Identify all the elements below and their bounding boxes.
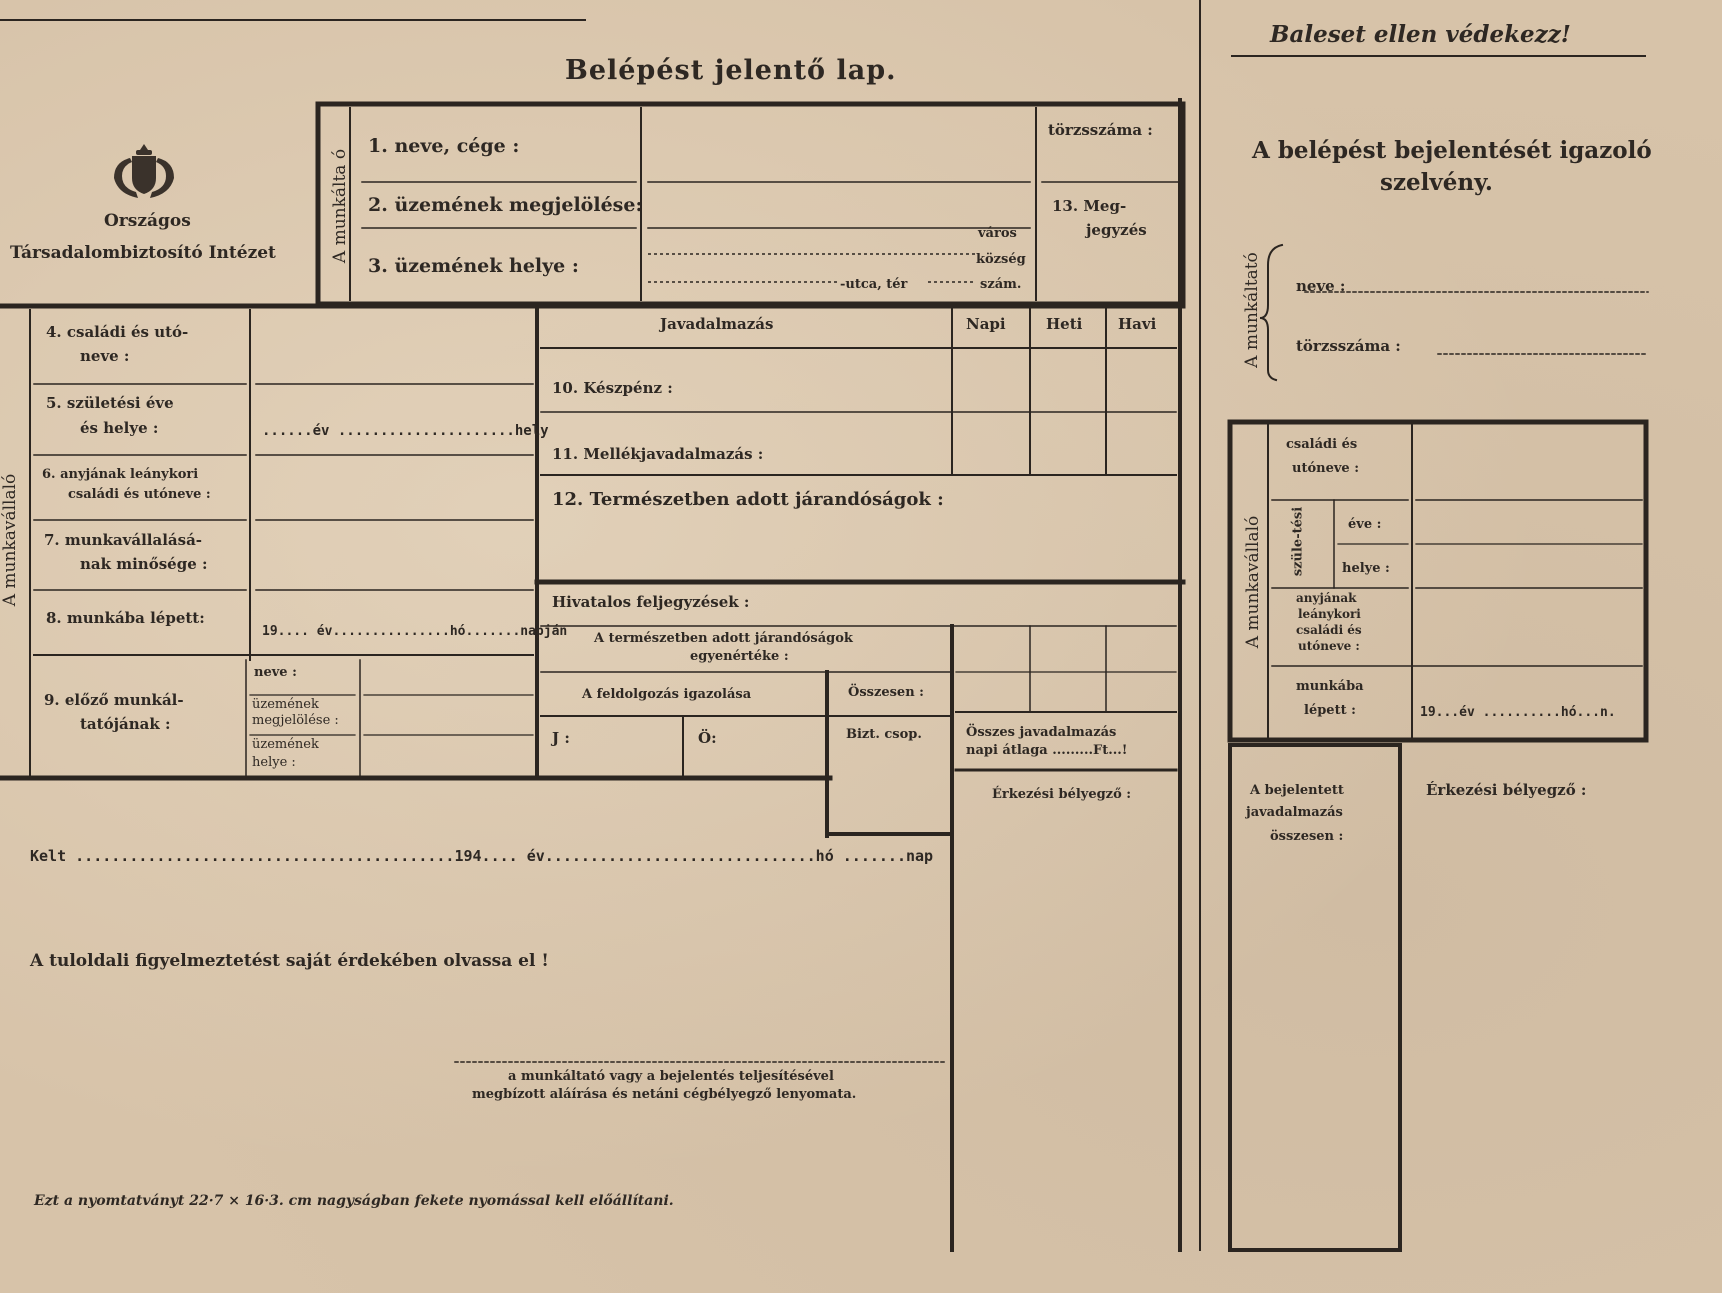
signature-caption-line2: megbízott aláírása és netáni cégbélyegző lenyomata. <box>472 1087 857 1102</box>
prev-plant-line2: megjelölése : <box>252 713 339 728</box>
field6-line2: családi és utóneve : <box>68 487 211 502</box>
prev-place-line1: üzemének <box>252 737 319 752</box>
stub-reported-line1: A bejelentett <box>1250 783 1344 798</box>
stub-employer-name: neve : <box>1296 277 1346 295</box>
employee-side-label: A munkavállaló <box>0 473 20 607</box>
stub-employer-label: A munkáltató <box>1242 252 1262 368</box>
stub-family-line2: utóneve : <box>1292 461 1359 476</box>
note-label-1: 13. Meg- <box>1052 197 1127 215</box>
stub-entered-line2: lépett : <box>1304 703 1356 718</box>
wages-col-daily: Napi <box>966 315 1006 333</box>
stub-mother-line1: anyjának <box>1296 591 1357 605</box>
wages-row-cash: 10. Készpénz : <box>552 379 673 397</box>
crest-icon <box>108 140 180 202</box>
stub-arrival-stamp-label: Érkezési bélyegző : <box>1426 781 1587 799</box>
wages-row-benefits: 11. Mellékjavadalmazás : <box>552 445 764 463</box>
stub-place-label: helye : <box>1342 561 1390 576</box>
o-label: Ö: <box>698 729 717 747</box>
prev-plant-line1: üzemének <box>252 697 319 712</box>
field6-line1: 6. anyjának leánykori <box>42 467 199 482</box>
dated-line: Kelt ..........................................194.... év..............................hó .......nap <box>30 847 934 865</box>
prev-place-line2: helye : <box>252 755 296 770</box>
in-kind-equivalent-line2: egyenértéke : <box>690 649 789 664</box>
warning-text: A tuloldali figyelmeztetést saját érdekében olvassa el ! <box>30 951 549 971</box>
stub-reported-line2: javadalmazás <box>1246 805 1343 820</box>
in-kind-equivalent-line1: A természetben adott járandóságok <box>594 631 853 646</box>
j-label: J : <box>552 729 570 747</box>
field5-line2: és helye : <box>80 419 159 437</box>
avg-wage-line2: napi átlaga .........Ft...! <box>966 743 1128 758</box>
stub-employee-label: A munkavállaló <box>1243 515 1263 649</box>
employer-field-plant: 2. üzemének megjelölése: <box>368 194 643 216</box>
field9-line2: tatójának : <box>80 715 171 733</box>
field7-line2: nak minősége : <box>80 555 208 573</box>
field9-line1: 9. előző munkál- <box>44 691 184 709</box>
address-dotted-lines <box>648 232 978 292</box>
print-note: Ezt a nyomtatványt 22·7 × 16·3. cm nagyságban fekete nyomással kell előállítani. <box>34 1193 674 1209</box>
city-label: város <box>978 226 1017 241</box>
avg-wage-line1: Összes javadalmazás <box>966 725 1117 740</box>
village-label: község <box>976 252 1026 267</box>
year-place-line: ......év .....................hely <box>262 423 549 439</box>
stub-year-label: éve : <box>1348 517 1382 532</box>
wages-col-monthly: Havi <box>1118 315 1157 333</box>
stub-entry-date: 19...év ..........hó...n. <box>1420 705 1616 720</box>
official-notes-header: Hivatalos feljegyzések : <box>552 593 750 611</box>
field4-line1: 4. családi és utó- <box>46 323 189 341</box>
stub-motto: Baleset ellen védekezz! <box>1270 21 1571 48</box>
stub-title-line1: A belépést bejelentését igazoló <box>1252 137 1652 164</box>
total-label: Összesen : <box>848 685 924 700</box>
insurance-group-label: Bizt. csop. <box>846 727 922 742</box>
prev-employer-name: neve : <box>254 665 297 680</box>
form-title: Belépést jelentő lap. <box>565 55 897 86</box>
arrival-stamp-label: Érkezési bélyegző : <box>992 787 1132 802</box>
institution-line2: Társadalombiztosító Intézet <box>10 243 276 263</box>
stub-family-line1: családi és <box>1286 437 1358 452</box>
field4-line2: neve : <box>80 347 130 365</box>
signature-caption-line1: a munkáltató vagy a bejelentés teljesítésével <box>508 1069 834 1084</box>
stub-mother-line2: leánykori <box>1298 607 1361 621</box>
employer-field-place: 3. üzemének helye : <box>368 255 579 277</box>
field8-label: 8. munkába lépett: <box>46 609 205 627</box>
employer-field-name: 1. neve, cége : <box>368 135 520 157</box>
wages-row-in-kind: 12. Természetben adott járandóságok : <box>552 489 944 510</box>
stub-birth-label: szüle-tési <box>1290 506 1306 577</box>
stub-employer-registry: törzsszáma : <box>1296 337 1401 355</box>
wages-header: Javadalmazás <box>660 315 774 333</box>
wages-col-weekly: Heti <box>1046 315 1083 333</box>
note-label-2: jegyzés <box>1086 221 1147 239</box>
registry-number-label: törzsszáma : <box>1048 121 1153 139</box>
stub-reported-line3: összesen : <box>1270 829 1344 844</box>
employer-side-label: A munkálta ó <box>330 148 350 264</box>
institution-line1: Országos <box>104 211 191 231</box>
stub-mother-line3: családi és <box>1296 623 1362 637</box>
number-label: szám. <box>980 277 1022 292</box>
field5-line1: 5. születési éve <box>46 394 174 412</box>
street-label: -utca, tér <box>840 277 908 292</box>
field7-line1: 7. munkavállalásá- <box>44 531 203 549</box>
stub-title-line2: szelvény. <box>1380 169 1493 196</box>
entry-date-line: 19.... év...............hó.......napján <box>262 624 568 639</box>
stub-entered-line1: munkába <box>1296 679 1364 694</box>
stub-mother-line4: utóneve : <box>1298 639 1360 653</box>
processing-label: A feldolgozás igazolása <box>582 687 752 702</box>
